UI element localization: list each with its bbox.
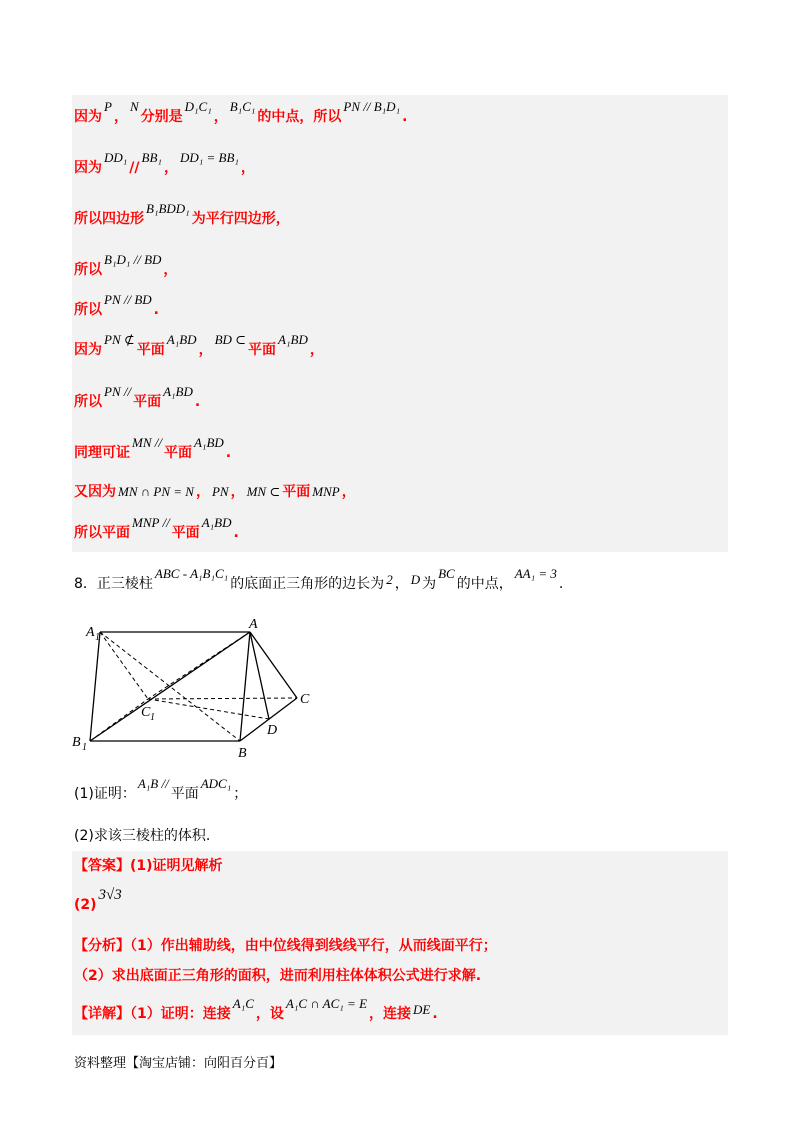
label-c1-sub: 1 xyxy=(150,712,155,723)
text: ， xyxy=(309,342,324,358)
edge-c1-c xyxy=(148,698,297,699)
label-b: B xyxy=(238,746,247,760)
math: N xyxy=(129,99,139,114)
text: (2) xyxy=(74,897,97,913)
text: ， xyxy=(230,484,245,500)
analysis-text: 【分析】（1）作出辅助线，由中位线得到线线平行，从而线面平行； xyxy=(74,938,497,954)
math: B₁C₁ xyxy=(229,99,256,114)
proof-line-7 xyxy=(74,384,201,412)
text: 为 xyxy=(422,576,437,592)
text: 因为 xyxy=(74,109,102,125)
answer-text: 【答案】(1)证明见解析 xyxy=(74,858,223,874)
text: 所以 xyxy=(74,262,102,278)
proof-line-10 xyxy=(74,515,239,543)
text: 分别是 xyxy=(140,109,183,125)
text: . xyxy=(558,576,564,592)
math: A₁BD xyxy=(201,515,232,530)
question-2 xyxy=(74,826,210,846)
text: 平面 xyxy=(170,786,199,802)
math: MNP xyxy=(312,484,340,499)
math: DD₁ = BB₁ xyxy=(179,150,239,165)
text: . xyxy=(233,525,239,541)
label-a1-sub: 1 xyxy=(95,632,100,643)
prism-figure xyxy=(60,610,340,760)
text: 的中点， xyxy=(456,576,513,592)
text: ， xyxy=(341,484,356,500)
math: D₁C₁ xyxy=(184,99,212,114)
text: 同理可证 xyxy=(74,445,130,461)
math: 2 xyxy=(386,572,393,587)
math: MNP // xyxy=(132,515,170,530)
math: MN ∩ PN = N xyxy=(118,484,194,499)
text: 平面 xyxy=(136,342,165,358)
text: ， xyxy=(163,262,178,278)
label-c: C xyxy=(300,692,310,707)
math: A₁BD xyxy=(163,384,193,399)
analysis-line-2 xyxy=(74,966,481,986)
label-b1-sub: 1 xyxy=(82,742,87,753)
math: ABC - A₁B₁C₁ xyxy=(154,566,229,581)
edge-a1-c1 xyxy=(100,632,148,699)
math: DD₁ xyxy=(104,150,128,165)
text: . xyxy=(225,445,232,461)
text: 的中点，所以 xyxy=(257,109,342,125)
text: ， xyxy=(213,109,228,125)
label-a: A xyxy=(249,617,258,632)
edge-a-b xyxy=(240,632,250,741)
text: ， xyxy=(198,342,213,358)
math: AA₁ = 3 xyxy=(514,566,557,581)
proof-line-4 xyxy=(74,252,178,280)
text: ， xyxy=(394,576,409,592)
math: B₁BDD₁ xyxy=(146,201,190,216)
text: 所以 xyxy=(74,302,102,318)
math: A₁C ∩ AC₁ = E xyxy=(285,996,368,1011)
math: B₁D₁ // BD xyxy=(104,252,162,267)
math: PN ⊄ xyxy=(104,332,135,347)
proof-line-8 xyxy=(74,435,232,463)
question-1 xyxy=(74,776,248,804)
math: 3√3 xyxy=(98,887,122,903)
proof-line-6 xyxy=(74,332,324,360)
math: PN // BD xyxy=(104,292,152,307)
text: (2)求该三棱柱的体积. xyxy=(74,828,211,844)
math: D xyxy=(410,572,421,587)
edge-c1-d xyxy=(148,699,269,719)
proof-line-3 xyxy=(74,201,290,229)
math: DE xyxy=(413,1002,431,1017)
edge-a1-b1 xyxy=(90,632,100,741)
text: . xyxy=(402,109,408,125)
math: A₁BD xyxy=(166,332,197,347)
label-a1: A xyxy=(86,625,95,640)
analysis-text: （2）求出底面正三角形的面积，进而利用柱体体积公式进行求解. xyxy=(74,968,482,984)
math: A₁BD xyxy=(193,435,224,450)
math: PN // B₁D₁ xyxy=(343,99,401,114)
text: ， xyxy=(240,160,255,176)
problem-8 xyxy=(74,566,564,594)
text: ； xyxy=(233,786,248,802)
proof-line-2 xyxy=(74,150,255,178)
text: // xyxy=(129,160,140,176)
text: ， xyxy=(163,160,178,176)
text: ，设 xyxy=(255,1006,284,1022)
math: PN // xyxy=(104,384,132,399)
label-d: D xyxy=(267,723,278,738)
math: ADC₁ xyxy=(200,776,232,791)
text: 平面 xyxy=(282,484,311,500)
footer-credit: 资料整理【淘宝店铺：向阳百分百】 xyxy=(74,1056,283,1071)
text: 平面 xyxy=(163,445,192,461)
text: . xyxy=(432,1006,438,1022)
text: ，连接 xyxy=(369,1006,412,1022)
math: BC xyxy=(438,566,455,581)
math: A₁BD xyxy=(278,332,308,347)
math: MN ⊂ xyxy=(246,484,281,499)
text: 所以 xyxy=(74,394,102,410)
text: (1)证明： xyxy=(74,786,136,802)
proof-line-1 xyxy=(74,99,408,127)
text: 又因为 xyxy=(74,484,116,500)
text: 为平行四边形， xyxy=(191,211,290,227)
analysis-line-1 xyxy=(74,936,497,956)
math: PN xyxy=(211,484,229,499)
text: 【详解】（1）证明：连接 xyxy=(74,1006,231,1022)
edge-b1-c1 xyxy=(90,699,148,741)
text: 所以平面 xyxy=(74,525,130,541)
label-c1: C xyxy=(141,705,151,720)
text: 平面 xyxy=(171,525,200,541)
answer-line-2 xyxy=(74,887,124,915)
text: ， xyxy=(113,109,128,125)
math: BD ⊂ xyxy=(214,332,247,347)
proof-line-5 xyxy=(74,292,159,320)
text: 的底面正三角形的边长为 xyxy=(230,576,385,592)
math: A₁C xyxy=(232,996,254,1011)
text: . xyxy=(153,302,159,318)
problem-number: 8．正三棱柱 xyxy=(74,576,153,592)
math: P xyxy=(104,99,112,114)
math: A₁B // xyxy=(137,776,169,791)
label-b1: B xyxy=(72,735,81,750)
answer-line-1 xyxy=(74,856,223,876)
text: ， xyxy=(195,484,210,500)
text: 平面 xyxy=(133,394,162,410)
text: 平面 xyxy=(248,342,277,358)
text: 因为 xyxy=(74,160,102,176)
math: BB₁ xyxy=(141,150,162,165)
proof-line-9 xyxy=(74,482,356,502)
text: 所以四边形 xyxy=(74,211,144,227)
text: 因为 xyxy=(74,342,102,358)
text: . xyxy=(194,394,201,410)
detail-line xyxy=(74,996,438,1024)
math: MN // xyxy=(132,435,162,450)
